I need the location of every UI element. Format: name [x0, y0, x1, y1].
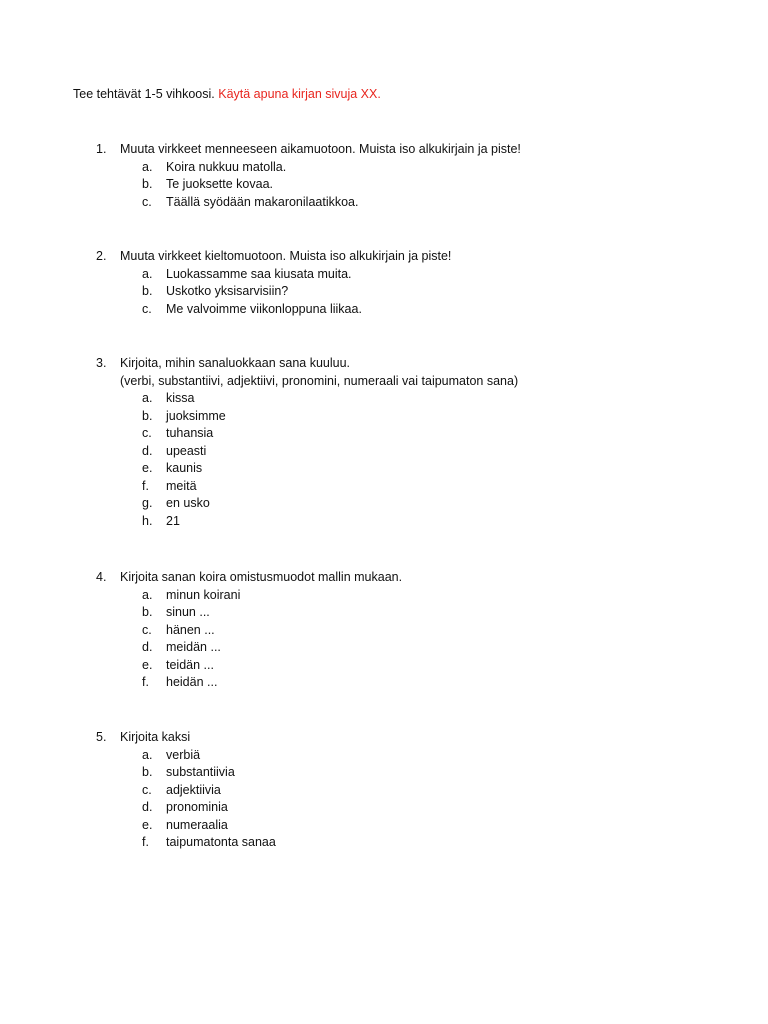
item-letter: e.	[142, 817, 153, 832]
item-text: en usko	[166, 496, 210, 510]
item-letter: b.	[142, 765, 153, 779]
task-number: 5.	[96, 730, 107, 744]
list-item	[0, 782, 768, 800]
list-item	[0, 674, 768, 692]
item-letter: d.	[142, 640, 153, 654]
list-item	[0, 408, 768, 426]
item-letter: a.	[142, 266, 153, 281]
task-number: 2.	[96, 249, 107, 263]
task-instruction: Muuta virkkeet kieltomuotoon. Muista iso alkukirjain ja piste!	[120, 249, 452, 263]
list-item	[0, 604, 768, 622]
item-text: numeraalia	[166, 817, 228, 832]
task-instruction: Muuta virkkeet menneeseen aikamuotoon. Muista iso alkukirjain ja piste!	[120, 142, 521, 156]
item-text: meitä	[166, 478, 197, 493]
item-letter: f.	[142, 478, 149, 493]
list-item	[0, 194, 768, 212]
list-item	[0, 622, 768, 640]
list-item	[0, 764, 768, 782]
item-text: Koira nukkuu matolla.	[166, 159, 287, 174]
item-text: heidän ...	[166, 675, 218, 689]
item-text: minun koirani	[166, 587, 241, 602]
list-item	[0, 478, 768, 496]
intro-text: Tee tehtävät 1-5 vihkoosi.	[73, 87, 215, 101]
list-item	[0, 513, 768, 531]
list-item	[0, 657, 768, 675]
list-item	[0, 747, 768, 765]
list-item	[0, 390, 768, 408]
item-text: Uskotko yksisarvisiin?	[166, 284, 289, 298]
list-item	[0, 834, 768, 852]
item-letter: g.	[142, 496, 153, 510]
list-item	[0, 799, 768, 817]
list-item	[0, 176, 768, 194]
list-item	[0, 495, 768, 513]
item-text: meidän ...	[166, 640, 221, 654]
item-text: Luokassamme saa kiusata muita.	[166, 266, 352, 281]
task-header	[0, 141, 768, 159]
item-letter: a.	[142, 159, 153, 174]
task-number: 4.	[96, 570, 107, 584]
item-letter: h.	[142, 513, 153, 528]
item-text: substantiivia	[166, 765, 235, 779]
item-letter: e.	[142, 461, 153, 475]
task-note	[0, 373, 768, 391]
item-text: pronominia	[166, 800, 228, 814]
item-text: hänen ...	[166, 622, 215, 637]
task-3	[0, 355, 768, 530]
list-item	[0, 283, 768, 301]
list-item	[0, 301, 768, 319]
item-letter: c.	[142, 782, 152, 797]
item-text: Täällä syödään makaronilaatikkoa.	[166, 194, 359, 209]
task-note-text: (verbi, substantiivi, adjektiivi, pronomini, numeraali vai taipumaton sana)	[120, 373, 519, 388]
list-item	[0, 443, 768, 461]
item-letter: b.	[142, 408, 153, 423]
task-header	[0, 729, 768, 747]
item-text: taipumatonta sanaa	[166, 835, 276, 849]
item-letter: b.	[142, 605, 153, 619]
task-number: 1.	[96, 142, 107, 156]
item-letter: c.	[142, 622, 152, 637]
list-item	[0, 817, 768, 835]
task-instruction: Kirjoita kaksi	[120, 730, 191, 744]
item-letter: c.	[142, 426, 152, 440]
intro-highlight: Käytä apuna kirjan sivuja XX.	[218, 87, 381, 101]
item-letter: b.	[142, 284, 153, 298]
task-header	[0, 569, 768, 587]
item-text: kissa	[166, 391, 195, 405]
task-number: 3.	[96, 356, 107, 370]
task-instruction: Kirjoita sanan koira omistusmuodot mallin mukaan.	[120, 570, 403, 584]
item-text: Te juoksette kovaa.	[166, 177, 274, 191]
item-text: sinun ...	[166, 605, 210, 619]
item-letter: e.	[142, 657, 153, 672]
item-letter: f.	[142, 675, 149, 689]
list-item	[0, 460, 768, 478]
task-5	[0, 729, 768, 852]
task-4	[0, 569, 768, 692]
item-letter: b.	[142, 177, 153, 191]
intro-line	[73, 86, 381, 103]
item-text: verbiä	[166, 747, 201, 762]
item-text: kaunis	[166, 461, 203, 475]
item-text: upeasti	[166, 443, 207, 458]
item-text: teidän ...	[166, 657, 214, 672]
task-1	[0, 141, 768, 211]
item-letter: a.	[142, 747, 153, 762]
item-letter: d.	[142, 800, 153, 814]
list-item	[0, 639, 768, 657]
item-letter: a.	[142, 391, 153, 405]
task-header	[0, 355, 768, 373]
item-text: 21	[166, 513, 180, 528]
item-letter: c.	[142, 194, 152, 209]
item-text: adjektiivia	[166, 782, 221, 797]
item-text: juoksimme	[166, 408, 226, 423]
list-item	[0, 159, 768, 177]
list-item	[0, 425, 768, 443]
item-letter: f.	[142, 835, 149, 849]
list-item	[0, 587, 768, 605]
item-letter: c.	[142, 301, 152, 316]
task-instruction: Kirjoita, mihin sanaluokkaan sana kuuluu.	[120, 356, 350, 370]
task-header	[0, 248, 768, 266]
item-letter: d.	[142, 443, 153, 458]
list-item	[0, 266, 768, 284]
item-text: tuhansia	[166, 426, 214, 440]
item-letter: a.	[142, 587, 153, 602]
item-text: Me valvoimme viikonloppuna liikaa.	[166, 301, 362, 316]
task-2	[0, 248, 768, 318]
